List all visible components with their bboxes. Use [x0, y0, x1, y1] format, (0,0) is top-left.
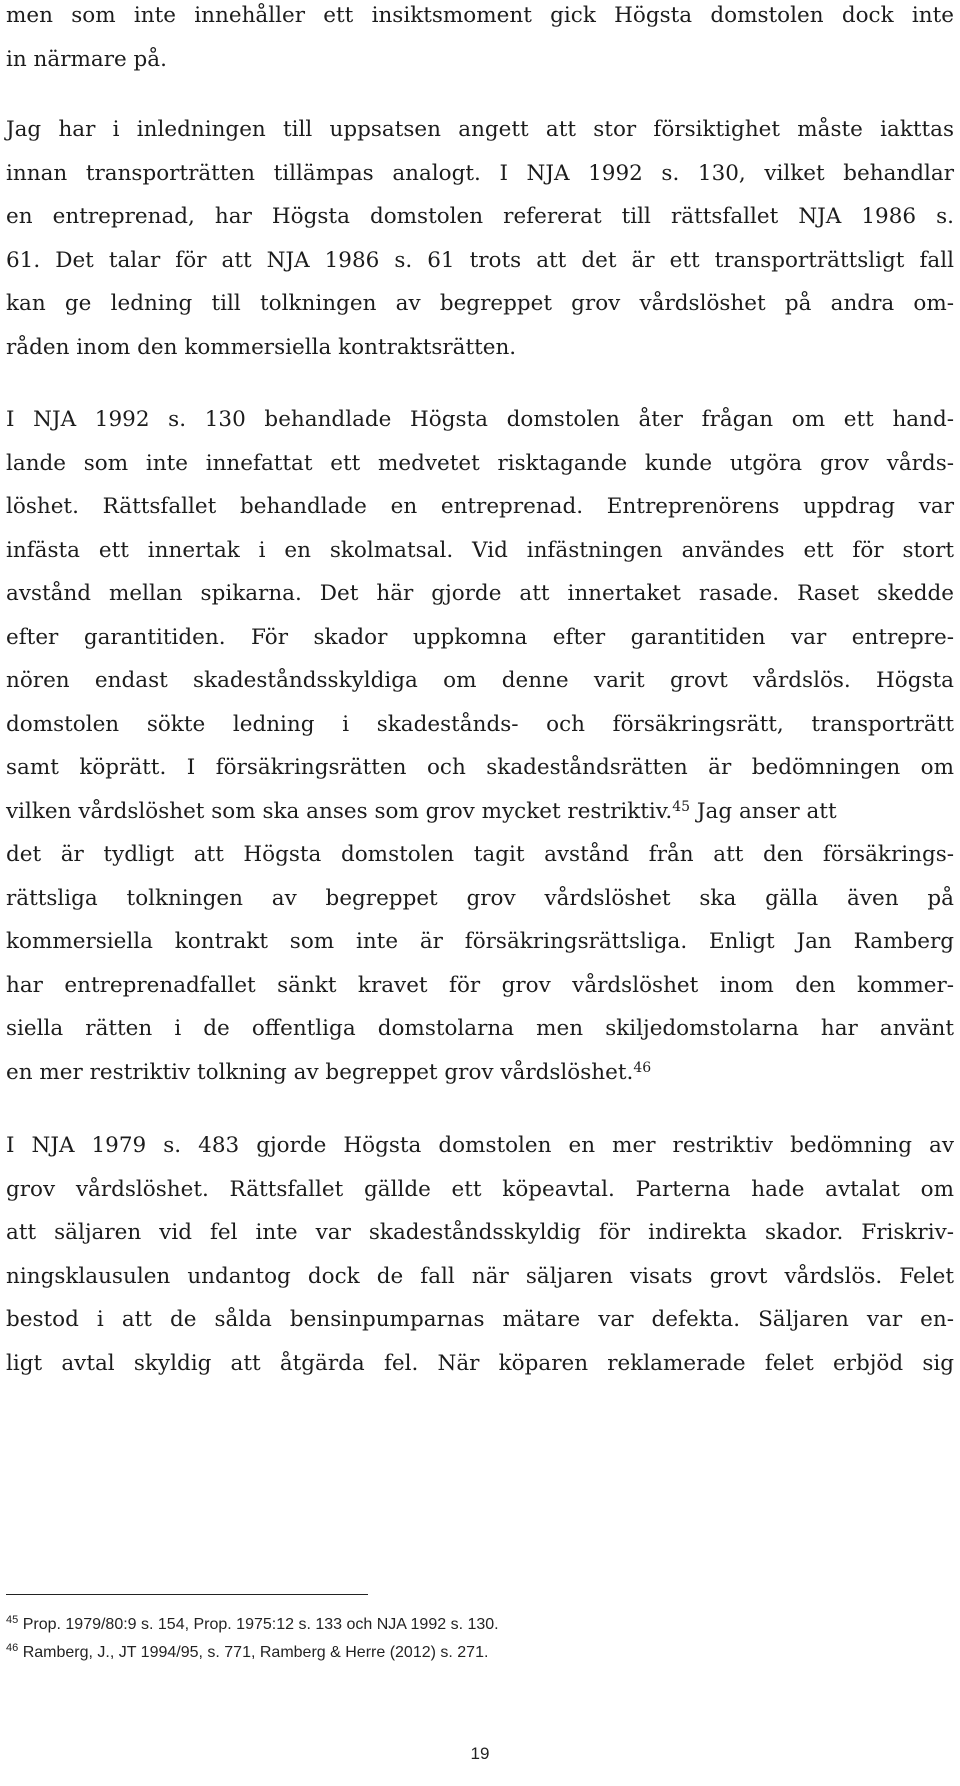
text-line: att säljaren vid fel inte var skadeståndsskyldig för indirekta skador. Friskriv-: [6, 1220, 954, 1245]
text-line: domstolen sökte ledning i skadestånds- och försäkringsrätt, transporträtt: [6, 711, 954, 737]
page-number: 19: [470, 1744, 490, 1763]
text-line: innan transporträtten tillämpas analogt. I NJA 1992 s. 130, vilket behandlar: [6, 160, 954, 186]
text-line: [6, 790, 954, 834]
paragraph-1: [6, 0, 954, 81]
text-line: Jag har i inledningen till uppsatsen angett att stor försiktighet måste iakttas: [6, 117, 954, 142]
paragraph-3: [6, 398, 954, 1094]
text-line: kan ge ledning till tolkningen av begreppet grov vårdslöshet på andra om-: [6, 291, 954, 316]
paragraph-4: [6, 1124, 954, 1385]
text-line: 61. Det talar för att NJA 1986 s. 61 trots att det är ett transporträttsligt fall: [6, 247, 954, 273]
text-line: men som inte innehåller ett insiktsmoment gick Högsta domstolen dock inte: [6, 3, 954, 28]
text-line: rättsliga tolkningen av begreppet grov vårdslöshet ska gälla även på: [6, 885, 954, 911]
text-segment: Jag anser att: [690, 798, 837, 824]
text-line: kommersiella kontrakt som inte är försäkringsrättsliga. Enligt Jan Ramberg: [6, 929, 954, 954]
paragraph-2: [6, 108, 954, 369]
text-line: I NJA 1979 s. 483 gjorde Högsta domstolen en mer restriktiv bedömning av: [6, 1133, 954, 1158]
text-segment: en mer restriktiv tolkning av begreppet grov vårdslöshet.: [6, 1059, 634, 1085]
footnote-number: 46: [6, 1642, 19, 1654]
text-line: bestod i att de sålda bensinpumparnas mätare var defekta. Säljaren var en-: [6, 1307, 954, 1332]
text-line: ningsklausulen undantog dock de fall när säljaren visats grovt vårdslös. Felet: [6, 1263, 954, 1289]
text-line: ligt avtal skyldig att åtgärda fel. När köparen reklamerade felet erbjöd sig: [6, 1350, 954, 1376]
text-line: [6, 1051, 954, 1095]
text-line: infästa ett innertak i en skolmatsal. Vid infästningen användes ett för stort: [6, 537, 954, 563]
text-line: grov vårdslöshet. Rättsfallet gällde ett köpeavtal. Parterna hade avtalat om: [6, 1176, 954, 1202]
text-line: löshet. Rättsfallet behandlade en entreprenad. Entreprenörens uppdrag var: [6, 494, 954, 519]
text-line: in närmare på.: [6, 46, 167, 72]
text-line: lande som inte innefattat ett medvetet risktagande kunde utgöra grov vårds-: [6, 450, 954, 476]
footnote-number: 45: [6, 1614, 19, 1626]
footnote-ref-46[interactable]: 46: [633, 1059, 652, 1076]
text-segment: vilken vårdslöshet som ska anses som grov mycket restriktiv.: [6, 798, 673, 824]
text-line: avstånd mellan spikarna. Det här gjorde att innertaket rasade. Raset skedde: [6, 581, 954, 606]
text-line: samt köprätt. I försäkringsrätten och skadeståndsrätten är bedömningen om: [6, 755, 954, 780]
footnote-separator: [6, 1594, 368, 1595]
text-line: råden inom den kommersiella kontraktsrätten.: [6, 334, 517, 360]
text-line: nören endast skadeståndsskyldiga om denne varit grovt vårdslös. Högsta: [6, 668, 954, 693]
footnote-45: [6, 1616, 499, 1634]
footnote-ref-45[interactable]: 45: [672, 798, 691, 815]
text-line: har entreprenadfallet sänkt kravet för grov vårdslöshet inom den kommer-: [6, 972, 954, 998]
footnote-text: Ramberg, J., JT 1994/95, s. 771, Ramberg & Herre (2012) s. 271.: [22, 1644, 489, 1661]
footnote-46: [6, 1644, 488, 1662]
text-line: en entreprenad, har Högsta domstolen refererat till rättsfallet NJA 1986 s.: [6, 204, 954, 229]
text-line: efter garantitiden. För skador uppkomna efter garantitiden var entrepre-: [6, 624, 954, 650]
text-line: det är tydligt att Högsta domstolen tagit avstånd från att den försäkrings-: [6, 842, 954, 867]
text-line: I NJA 1992 s. 130 behandlade Högsta domstolen åter frågan om ett hand-: [6, 407, 954, 432]
text-line: siella rätten i de offentliga domstolarna men skiljedomstolarna har använt: [6, 1016, 954, 1041]
footnote-text: Prop. 1979/80:9 s. 154, Prop. 1975:12 s. 133 och NJA 1992 s. 130.: [22, 1616, 499, 1633]
